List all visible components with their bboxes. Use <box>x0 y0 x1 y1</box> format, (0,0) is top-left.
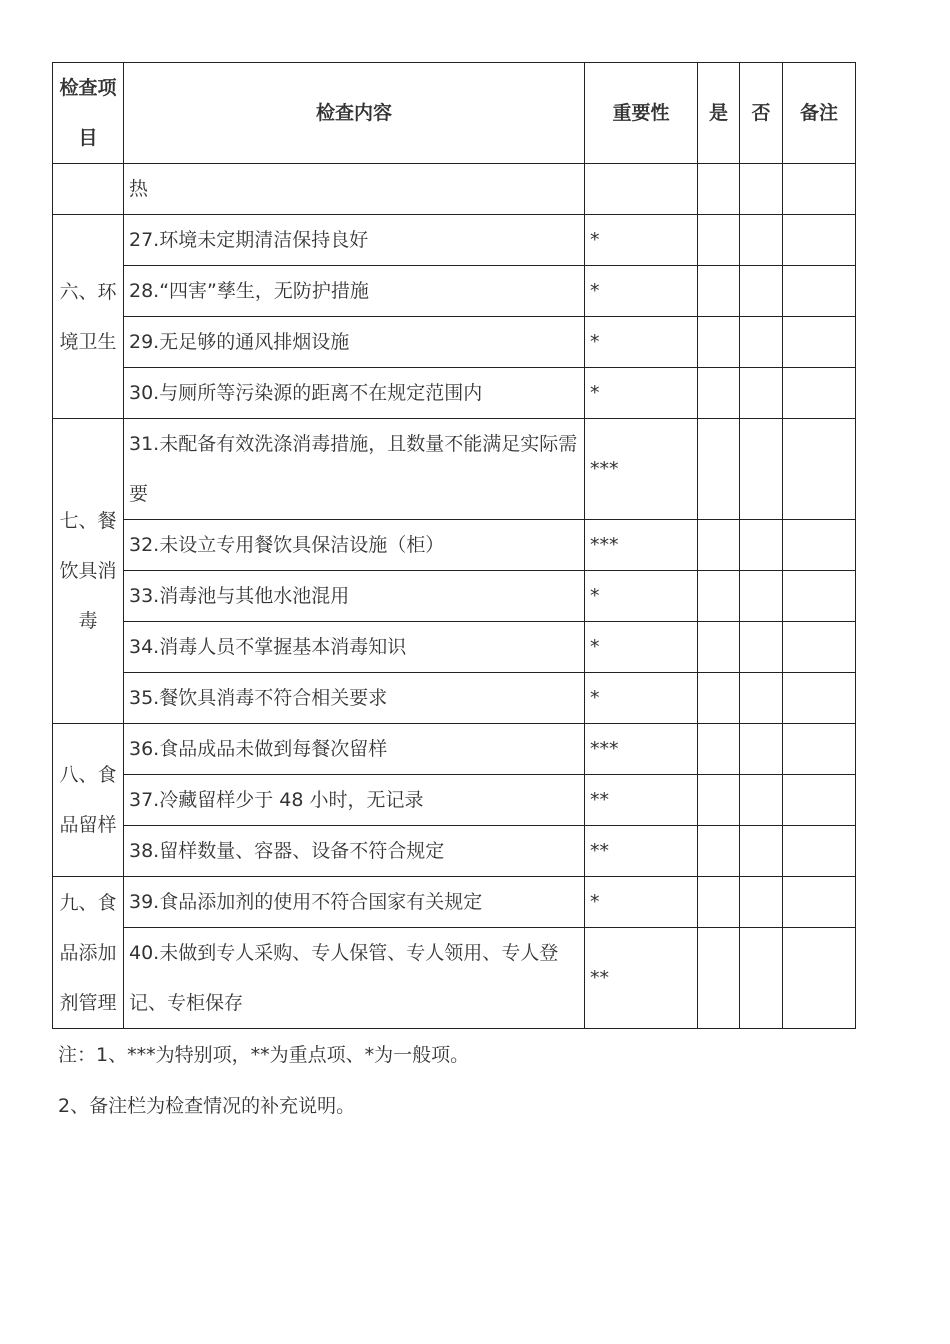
yes-cell[interactable] <box>698 317 740 368</box>
item-content: 33.消毒池与其他水池混用 <box>124 571 585 622</box>
category-cell: 八、食品留样 <box>53 724 124 877</box>
header-row <box>53 63 856 164</box>
remarks-cell[interactable] <box>783 724 856 775</box>
header-remarks: 备注 <box>783 63 856 164</box>
continuation-row <box>53 164 856 215</box>
no-cell[interactable] <box>740 673 783 724</box>
no-cell[interactable] <box>740 215 783 266</box>
table-row <box>53 419 856 520</box>
importance-cell: * <box>585 877 698 928</box>
item-content: 35.餐饮具消毒不符合相关要求 <box>124 673 585 724</box>
importance-cell: * <box>585 215 698 266</box>
category-cell: 七、餐饮具消毒 <box>53 419 124 724</box>
yes-cell[interactable] <box>698 826 740 877</box>
importance-cell: ** <box>585 928 698 1029</box>
importance-cell: * <box>585 571 698 622</box>
importance-cell <box>585 164 698 215</box>
importance-cell: * <box>585 266 698 317</box>
item-content: 36.食品成品未做到每餐次留样 <box>124 724 585 775</box>
importance-cell: * <box>585 673 698 724</box>
item-content: 39.食品添加剂的使用不符合国家有关规定 <box>124 877 585 928</box>
no-cell[interactable] <box>740 826 783 877</box>
remarks-cell[interactable] <box>783 317 856 368</box>
category-cell: 六、环境卫生 <box>53 215 124 419</box>
item-content: 31.未配备有效洗涤消毒措施，且数量不能满足实际需要 <box>124 419 585 520</box>
yes-cell[interactable] <box>698 215 740 266</box>
yes-cell[interactable] <box>698 368 740 419</box>
item-content: 37.冷藏留样少于 48 小时，无记录 <box>124 775 585 826</box>
no-cell[interactable] <box>740 317 783 368</box>
yes-cell[interactable] <box>698 419 740 520</box>
item-content: 30.与厕所等污染源的距离不在规定范围内 <box>124 368 585 419</box>
header-importance: 重要性 <box>585 63 698 164</box>
importance-cell: * <box>585 368 698 419</box>
remarks-cell[interactable] <box>783 826 856 877</box>
importance-cell: *** <box>585 520 698 571</box>
table-row <box>53 571 856 622</box>
yes-cell[interactable] <box>698 928 740 1029</box>
importance-cell: *** <box>585 419 698 520</box>
item-content: 32.未设立专用餐饮具保洁设施（柜） <box>124 520 585 571</box>
no-cell[interactable] <box>740 520 783 571</box>
yes-cell[interactable] <box>698 775 740 826</box>
table-row <box>53 317 856 368</box>
remarks-cell[interactable] <box>783 673 856 724</box>
importance-cell: * <box>585 622 698 673</box>
header-yes: 是 <box>698 63 740 164</box>
remarks-cell[interactable] <box>783 164 856 215</box>
yes-cell[interactable] <box>698 520 740 571</box>
no-cell[interactable] <box>740 877 783 928</box>
item-content: 热 <box>124 164 585 215</box>
no-cell[interactable] <box>740 571 783 622</box>
table-row <box>53 877 856 928</box>
footnote-legend: 注：1、***为特别项，**为重点项、*为一般项。 <box>58 1044 470 1066</box>
table-row <box>53 775 856 826</box>
yes-cell[interactable] <box>698 877 740 928</box>
yes-cell[interactable] <box>698 724 740 775</box>
no-cell[interactable] <box>740 928 783 1029</box>
no-cell[interactable] <box>740 164 783 215</box>
remarks-cell[interactable] <box>783 419 856 520</box>
header-content: 检查内容 <box>124 63 585 164</box>
no-cell[interactable] <box>740 775 783 826</box>
category-cell: 九、食品添加剂管理 <box>53 877 124 1029</box>
yes-cell[interactable] <box>698 673 740 724</box>
item-content: 40.未做到专人采购、专人保管、专人领用、专人登记、专柜保存 <box>124 928 585 1029</box>
header-category: 检查项目 <box>53 63 124 164</box>
remarks-cell[interactable] <box>783 877 856 928</box>
remarks-cell[interactable] <box>783 520 856 571</box>
table-row <box>53 673 856 724</box>
yes-cell[interactable] <box>698 164 740 215</box>
no-cell[interactable] <box>740 419 783 520</box>
item-content: 29.无足够的通风排烟设施 <box>124 317 585 368</box>
inspection-checklist-table <box>52 62 856 1029</box>
no-cell[interactable] <box>740 368 783 419</box>
table-row <box>53 928 856 1029</box>
item-content: 38.留样数量、容器、设备不符合规定 <box>124 826 585 877</box>
importance-cell: * <box>585 317 698 368</box>
yes-cell[interactable] <box>698 571 740 622</box>
importance-cell: ** <box>585 826 698 877</box>
item-content: 27.环境未定期清洁保持良好 <box>124 215 585 266</box>
remarks-cell[interactable] <box>783 571 856 622</box>
remarks-cell[interactable] <box>783 215 856 266</box>
item-content: 28.“四害”孳生，无防护措施 <box>124 266 585 317</box>
table-row <box>53 368 856 419</box>
yes-cell[interactable] <box>698 266 740 317</box>
no-cell[interactable] <box>740 724 783 775</box>
remarks-cell[interactable] <box>783 622 856 673</box>
importance-cell: ** <box>585 775 698 826</box>
remarks-cell[interactable] <box>783 368 856 419</box>
header-no: 否 <box>740 63 783 164</box>
table-row <box>53 826 856 877</box>
no-cell[interactable] <box>740 622 783 673</box>
table-row <box>53 724 856 775</box>
remarks-cell[interactable] <box>783 266 856 317</box>
no-cell[interactable] <box>740 266 783 317</box>
table-row <box>53 215 856 266</box>
remarks-cell[interactable] <box>783 775 856 826</box>
table-row <box>53 622 856 673</box>
category-cell <box>53 164 124 215</box>
item-content: 34.消毒人员不掌握基本消毒知识 <box>124 622 585 673</box>
importance-cell: *** <box>585 724 698 775</box>
yes-cell[interactable] <box>698 622 740 673</box>
footnote-remarks: 2、备注栏为检查情况的补充说明。 <box>58 1095 356 1117</box>
table-row <box>53 520 856 571</box>
table-row <box>53 266 856 317</box>
remarks-cell[interactable] <box>783 928 856 1029</box>
